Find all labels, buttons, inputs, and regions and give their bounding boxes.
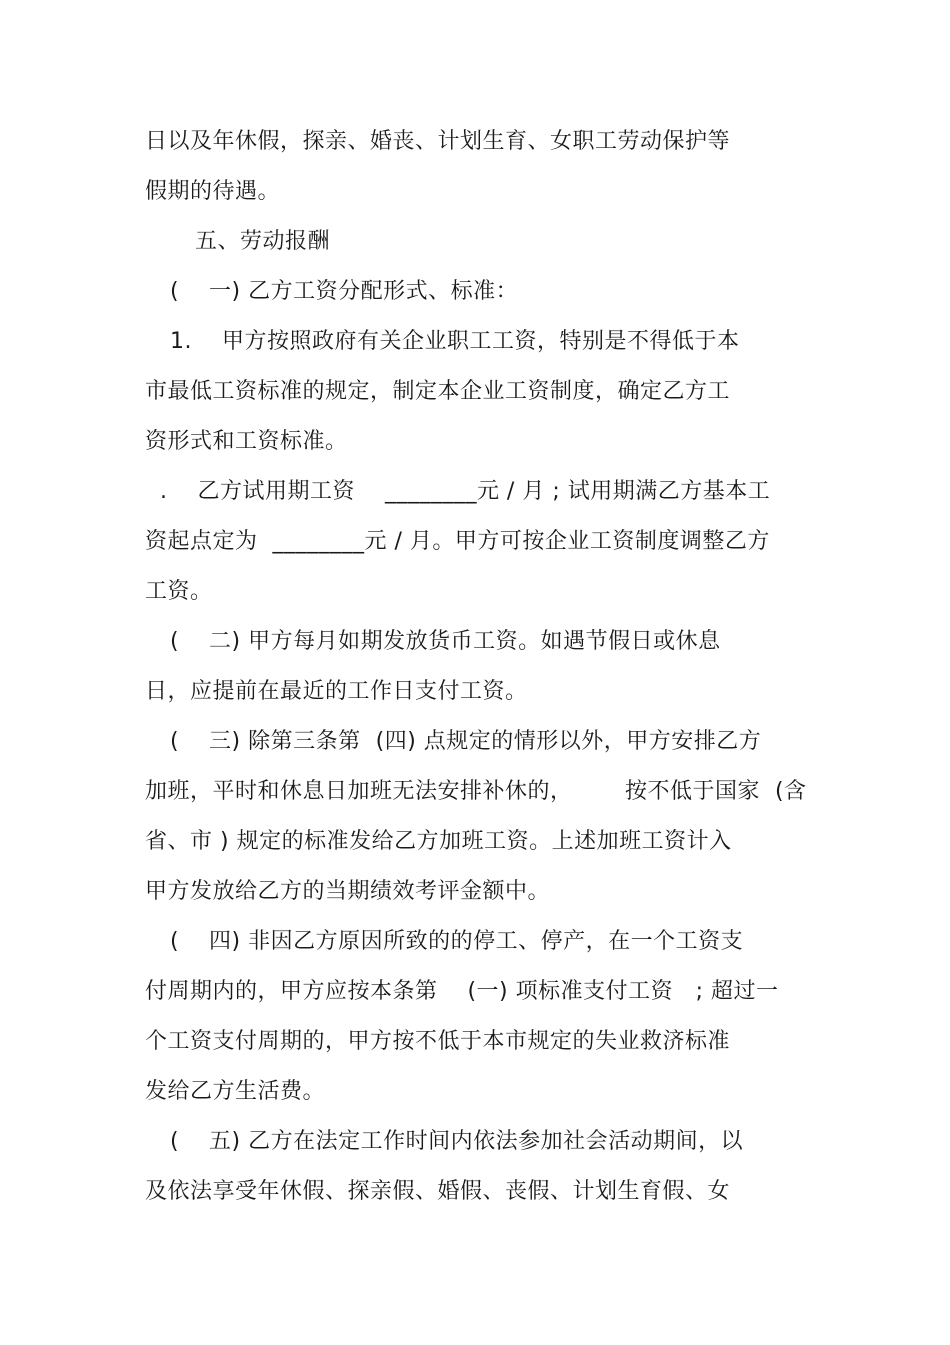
section-heading: 五、劳动报酬 xyxy=(195,229,331,254)
text-line: ( 四) 非因乙方原因所致的的停工、停产，在一个工资支 xyxy=(170,929,744,954)
text-line: 甲方发放给乙方的当期绩效考评金额中。 xyxy=(145,879,551,904)
text-line: ( 二) 甲方每月如期发放货币工资。如遇节假日或休息 xyxy=(170,629,721,654)
text-line: ( 一) 乙方工资分配形式、标准： xyxy=(170,279,519,304)
text-line: 资起点定为 ________元 / 月。甲方可按企业工资制度调整乙方 xyxy=(145,529,770,554)
text-line: 付周期内的，甲方应按本条第 (一) 项标准支付工资 ; 超过一 xyxy=(145,979,779,1004)
text-line: . 乙方试用期工资 ________元 / 月 ; 试用期满乙方基本工 xyxy=(160,479,771,504)
text-line: 加班，平时和休息日加班无法安排补休的， 按不低于国家 (含 xyxy=(145,779,807,804)
text-line: ( 三) 除第三条第 (四) 点规定的情形以外，甲方安排乙方 xyxy=(170,729,762,754)
text-line: 市最低工资标准的规定，制定本企业工资制度，确定乙方工 xyxy=(145,379,731,404)
text-line: 个工资支付周期的，甲方按不低于本市规定的失业救济标准 xyxy=(145,1029,731,1054)
text-line: 日以及年休假，探亲、婚丧、计划生育、女职工劳动保护等 xyxy=(145,129,731,154)
text-line: 假期的待遇。 xyxy=(145,179,281,204)
text-line: 发给乙方生活费。 xyxy=(145,1079,326,1104)
text-line: 省、市 ) 规定的标准发给乙方加班工资。上述加班工资计入 xyxy=(145,829,732,854)
text-line: ( 五) 乙方在法定工作时间内依法参加社会活动期间，以 xyxy=(170,1129,744,1154)
text-line: 1. 甲方按照政府有关企业职工工资，特别是不得低于本 xyxy=(170,329,740,354)
text-line: 资形式和工资标准。 xyxy=(145,429,348,454)
text-line: 工资。 xyxy=(145,579,213,604)
text-line: 及依法享受年休假、探亲假、婚假、丧假、计划生育假、女 xyxy=(145,1179,731,1204)
text-line: 日，应提前在最近的工作日支付工资。 xyxy=(145,679,528,704)
